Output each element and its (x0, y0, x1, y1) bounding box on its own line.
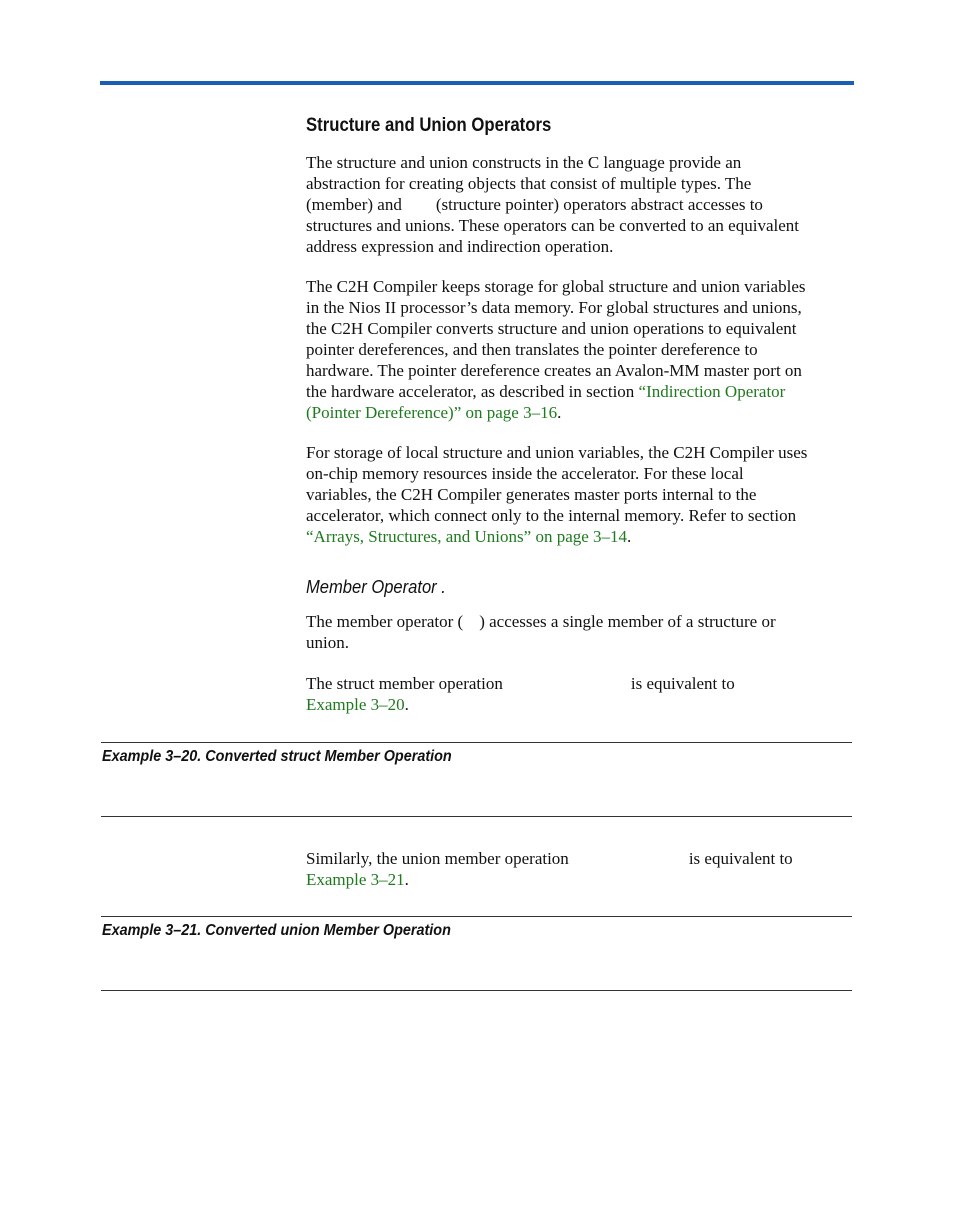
indirection-operator-link-cont[interactable]: (Pointer Dereference)” on page 3–16 (306, 403, 558, 422)
text-fragment: is equivalent to (688, 849, 793, 868)
indirection-operator-link[interactable]: “Indirection Operator (638, 382, 786, 401)
text-line (306, 848, 856, 869)
example-3-20-caption: Example 3–20. Converted struct Member Operation (102, 748, 452, 765)
text-fragment: Similarly, the union member operation (306, 849, 569, 868)
example-3-21-link[interactable]: Example 3–21 (306, 870, 405, 889)
text-line (306, 869, 856, 890)
text-fragment: . (627, 527, 632, 546)
example-3-20-link[interactable]: Example 3–20 (306, 695, 405, 714)
text-line: the C2H Compiler converts structure and union operations to equivalent (306, 319, 797, 338)
text-line: For storage of local structure and union variables, the C2H Compiler uses (306, 443, 808, 462)
paragraph-union-member (306, 848, 856, 890)
text-fragment: . (557, 403, 562, 422)
text-fragment: (structure pointer) operators abstract accesses to (435, 195, 763, 214)
text-line: on-chip memory resources inside the accelerator. For these local (306, 464, 744, 483)
text-line: The structure and union constructs in the C language provide an (306, 153, 742, 172)
text-line (306, 694, 856, 715)
text-fragment: The member operator ( (306, 612, 464, 631)
text-line: pointer dereferences, and then translates the pointer dereference to (306, 340, 758, 359)
text-line (306, 402, 856, 423)
paragraph-global-storage (306, 276, 856, 423)
text-line: accelerator, which connect only to the internal memory. Refer to section (306, 506, 797, 525)
paragraph-intro (306, 152, 856, 257)
subsection-heading: Member Operator . (306, 577, 446, 597)
example-top-rule (101, 916, 852, 917)
section-heading: Structure and Union Operators (306, 115, 552, 136)
text-line (306, 194, 856, 215)
text-line: in the Nios II processor’s data memory. For global structures and unions, (306, 298, 802, 317)
example-bottom-rule (101, 990, 852, 991)
text-fragment: (member) and (306, 195, 402, 214)
text-fragment: . (404, 695, 409, 714)
paragraph-member-operator (306, 611, 856, 653)
text-line: The C2H Compiler keeps storage for global structure and union variables (306, 277, 806, 296)
text-line: abstraction for creating objects that consist of multiple types. The (306, 174, 752, 193)
paragraph-local-storage (306, 442, 856, 547)
text-line: address expression and indirection operation. (306, 237, 614, 256)
text-line (306, 611, 856, 632)
header-accent-bar (100, 81, 854, 85)
text-line (306, 381, 856, 402)
text-fragment: the hardware accelerator, as described in section (306, 382, 639, 401)
paragraph-struct-member (306, 673, 856, 715)
example-top-rule (101, 742, 852, 743)
example-bottom-rule (101, 816, 852, 817)
text-fragment: ) accesses a single member of a structure or (479, 612, 776, 631)
arrays-structures-unions-link[interactable]: “Arrays, Structures, and Unions” on page 3–14 (306, 527, 628, 546)
example-3-21-caption: Example 3–21. Converted union Member Operation (102, 922, 451, 939)
text-line: union. (306, 633, 349, 652)
text-line: hardware. The pointer dereference creates an Avalon-MM master port on (306, 361, 802, 380)
text-line (306, 526, 856, 547)
text-fragment: . (404, 870, 409, 889)
text-line: structures and unions. These operators can be converted to an equivalent (306, 216, 799, 235)
text-fragment: The struct member operation (306, 674, 503, 693)
text-line: variables, the C2H Compiler generates master ports internal to the (306, 485, 757, 504)
text-line (306, 673, 856, 694)
text-fragment: is equivalent to (630, 674, 735, 693)
